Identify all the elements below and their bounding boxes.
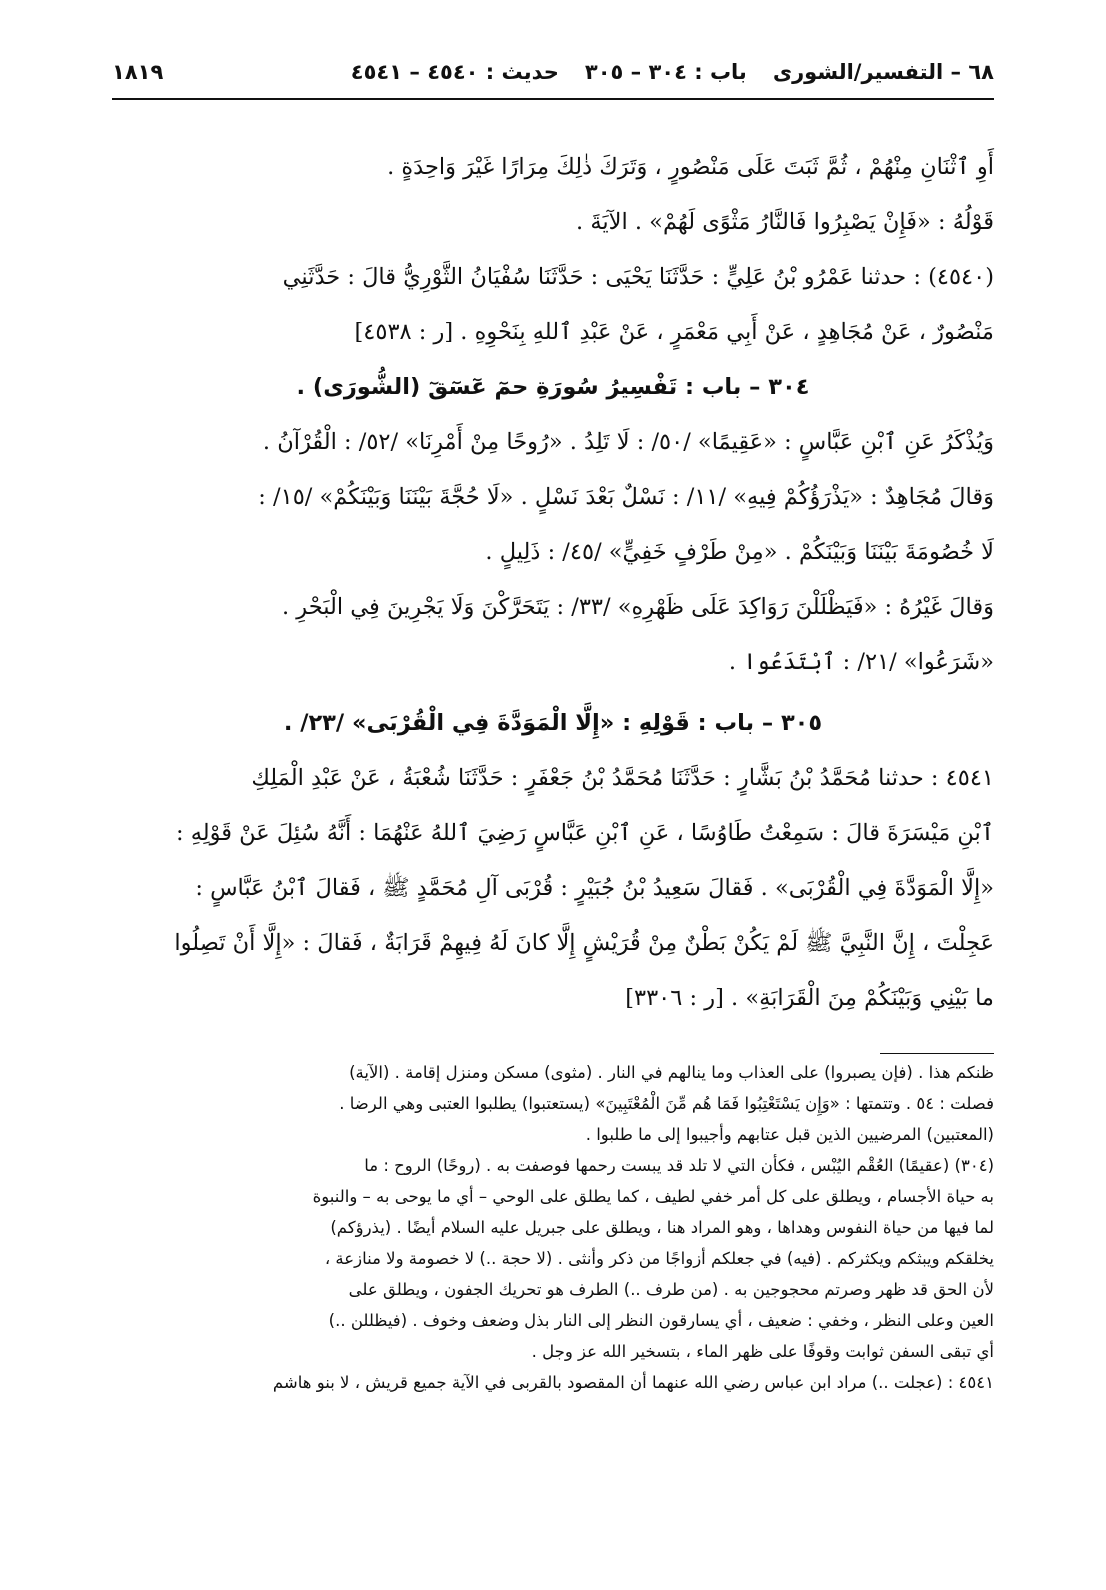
chapter-heading: ٣٠٥ – باب : قَوْلِهِ : «إِلَّا الْمَوَدَّةَ فِي الْقُرْبَى» /٢٣/ . [283, 710, 823, 736]
main-line: مَنْصُورٌ ، عَنْ مُجَاهِدٍ ، عَنْ أَبِي مَعْمَرٍ ، عَنْ عَبْدِ ٱللهِ بِنَحْوِهِ . [ر : ٤٥٣٨] [354, 319, 994, 345]
page-number: ١٨١٩ [112, 60, 164, 84]
main-text [112, 140, 994, 1026]
header-title-group [351, 60, 994, 84]
header-chapters: باب : ٣٠٤ – ٣٠٥ [584, 60, 747, 84]
main-line: وَقالَ غَيْرُهُ : «فَيَظْلَلْنَ رَوَاكِدَ عَلَى ظَهْرِهِ» /٣٣/ : يَتَحَرَّكْنَ وَلَا يَجْرِينَ فِي الْبَحْرِ . [282, 594, 994, 620]
footnote-line: (٣٠٤) (عقيمًا) العُقْم اليُبْس ، فكأن التي لا تلد قد يبست رحمها فوصفت به . (روحًا) الروح : ما [364, 1156, 994, 1175]
main-line: «شَرَعُوا» /٢١/ : ٱبْتَدَعُوا . [728, 649, 994, 675]
running-header [112, 52, 994, 92]
main-line: عَجِلْتَ ، إِنَّ النَّبِيَّ ﷺ لَمْ يَكُنْ بَطْنٌ مِنْ قُرَيْشٍ إِلَّا كانَ لَهُ فِيهِمْ قَرَابَةٌ ، فَقالَ : «إِلَّا أَنْ تَصِلُوا [174, 930, 994, 956]
main-line: أَوِ ٱثْنَانِ مِنْهُمْ ، ثُمَّ ثَبَتَ عَلَى مَنْصُورٍ ، وَتَرَكَ ذٰلِكَ مِرَارًا غَيْرَ وَاحِدَةٍ . [387, 154, 994, 180]
main-line: لَا خُصُومَةَ بَيْنَنَا وَبَيْنَكُمْ . «مِنْ طَرْفٍ خَفِيٍّ» /٤٥/ : ذَلِيلٍ . [485, 539, 994, 565]
footnotes [112, 1057, 994, 1398]
footnote-line: لما فيها من حياة النفوس وهداها ، وهو المراد هنا ، ويطلق على جبريل عليه السلام أيضًا . (يذرؤكم) [330, 1218, 994, 1237]
main-line: ٱبْنِ مَيْسَرَةَ قالَ : سَمِعْتُ طَاوُسًا ، عَنِ ٱبْنِ عَبَّاسٍ رَضِيَ ٱللهُ عَنْهُمَا : أَنَّهُ سُئِلَ عَنْ قَوْلِهِ : [175, 820, 994, 846]
header-hadith: حديث : ٤٥٤٠ – ٤٥٤١ [350, 60, 559, 84]
header-rule [112, 98, 994, 100]
footnote-line: ٤٥٤١ : (عجلت ..) مراد ابن عباس رضي الله عنهما أن المقصود بالقربى في الآية جميع قريش ، لا بنو هاشم [272, 1373, 994, 1392]
footnote-line: أي تبقى السفن ثوابت وقوفًا على ظهر الماء ، بتسخير الله عز وجل . [531, 1342, 994, 1361]
footnote-line: يخلقكم ويبثكم ويكثركم . (فيه) في جعلكم أزواجًا من ذكر وأنثى . (لا حجة ..) لا خصومة ولا منازعة ، [324, 1249, 994, 1268]
footnote-line: لأن الحق قد ظهر وصرتم محجوجين به . (من طرف ..) الطرف هو تحريك الجفون ، ويطلق على [348, 1280, 994, 1299]
footnote-line: به حياة الأجسام ، ويطلق على كل أمر خفي لطيف ، كما يطلق على الوحي – أي ما يوحى به – والنبوة [312, 1187, 994, 1206]
main-line: وَيُذْكَرُ عَنِ ٱبْنِ عَبَّاسٍ : «عَقِيمًا» /٥٠/ : لَا تَلِدُ . «رُوحًا مِنْ أَمْرِنَا» /٥٢/ : الْقُرْآنُ . [262, 429, 994, 455]
footnote-line: ظنكم هذا . (فإن يصبروا) على العذاب وما ينالهم في النار . (مثوى) مسكن ومنزل إقامة . (الآية) [349, 1063, 994, 1082]
footnote-line: (المعتبين) المرضيين الذين قبل عتابهم وأجيبوا إلى ما طلبوا . [585, 1125, 994, 1144]
main-line: قَوْلُهُ : «فَإِنْ يَصْبِرُوا فَالنَّارُ مَثْوًى لَهُمْ» . الآيَةَ . [576, 209, 994, 235]
main-line: ٤٥٤١ : حدثنا مُحَمَّدُ بْنُ بَشَّارٍ : حَدَّثَنَا مُحَمَّدُ بْنُ جَعْفَرٍ : حَدَّثَنَا شُعْبَةُ ، عَنْ عَبْدِ الْمَلِكِ [251, 765, 994, 791]
main-line: ما بَيْنِي وَبَيْنَكُمْ مِنَ الْقَرَابَةِ» . [ر : ٣٣٠٦] [625, 985, 994, 1011]
footnote-rule [880, 1053, 994, 1054]
main-line: وَقالَ مُجَاهِدٌ : «يَذْرَؤُكُمْ فِيهِ» /١١/ : نَسْلٌ بَعْدَ نَسْلٍ . «لَا حُجَّةَ بَيْنَنَا وَبَيْنَكُمْ» /١٥/ : [258, 484, 994, 510]
main-line: «إِلَّا الْمَوَدَّةَ فِي الْقُرْبَى» . فَقالَ سَعِيدُ بْنُ جُبَيْرٍ : قُرْبَى آلِ مُحَمَّدٍ ﷺ ، فَقالَ ٱبْنُ عَبَّاسٍ : [195, 875, 994, 901]
footnote-line: العين وعلى النظر ، وخفي : ضعيف ، أي يسارقون النظر إلى النار بذل وضعف وخوف . (فيظللن ..) [328, 1311, 994, 1330]
main-line: (٤٥٤٠) : حدثنا عَمْرُو بْنُ عَلِيٍّ : حَدَّثَنَا يَحْيَى : حَدَّثَنَا سُفْيَانُ الثَّوْرِيُّ قالَ : حَدَّثَنِي [282, 264, 994, 290]
header-section: ٦٨ – التفسير/الشورى [772, 60, 994, 84]
chapter-heading: ٣٠٤ – باب : تَفْسِيرُ سُورَةِ حمٓ عٓسٓقٓ (الشُّورَى) . [296, 374, 810, 400]
footnote-line: فصلت : ٥٤ . وتتمتها : «وَإِن يَسْتَعْتِبُوا فَمَا هُم مِّنَ الْمُعْتَبِينَ» (يستعتبوا) يطلبوا العتبى وهي الرضا . [339, 1094, 994, 1113]
